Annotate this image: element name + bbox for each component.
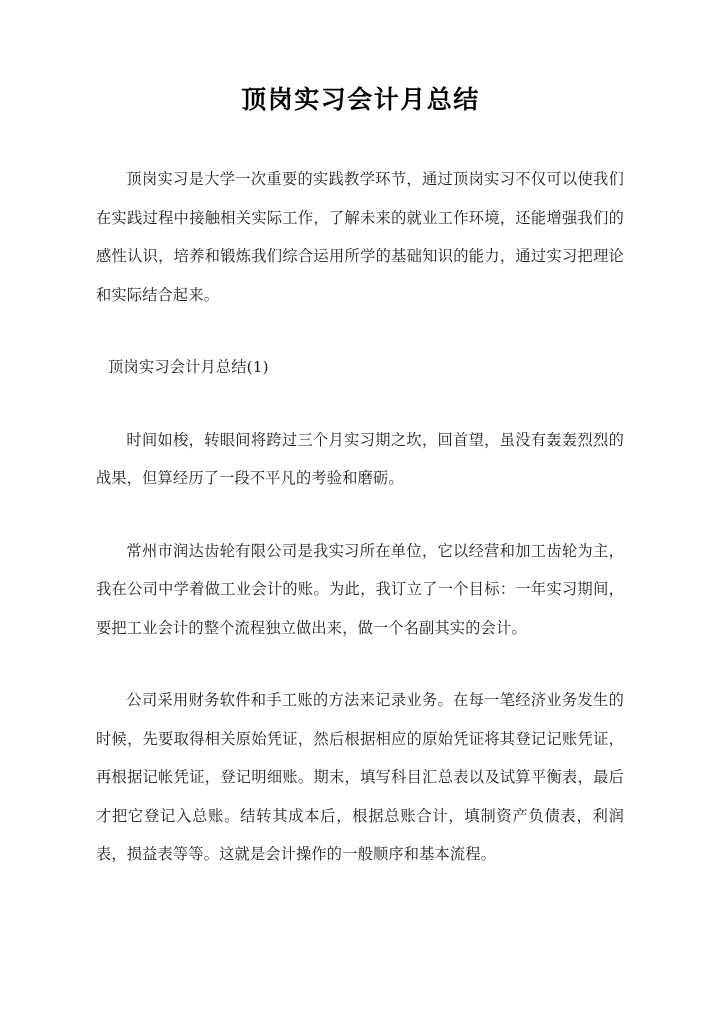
intro-paragraph: 顶岗实习是大学一次重要的实践教学环节，通过顶岗实习不仅可以使我们在实践过程中接触相关实际工作，了解未来的就业工作环境，还能增强我们的感性认识，培养和锻炼我们综合运用所学的基础知识的能力，通过实习把理论和实际结合起来。 [96,170,624,304]
paragraph-time-flies: 时间如梭，转眼间将跨过三个月实习期之坎，回首望，虽没有轰轰烈烈的战果，但算经历了一段不平凡的考验和磨砺。 [96,430,624,487]
section-heading-1: 顶岗实习会计月总结(1) [108,358,269,376]
document-body [96,160,624,874]
paragraph-accounting-process: 公司采用财务软件和手工账的方法来记录业务。在每一笔经济业务发生的时候，先要取得相关原始凭证，然后根据相应的原始凭证将其登记记账凭证，再根据记帐凭证，登记明细账。期末，填写科目汇总表以及试算平衡表，最后才把它登记入总账。结转其成本后，根据总账合计，填制资产负债表，利润表，损益表等等。这就是会计操作的一般顺序和基本流程。 [96,691,624,863]
page-title: 顶岗实习会计月总结 [241,85,480,114]
paragraph-company-intro: 常州市润达齿轮有限公司是我实习所在单位，它以经营和加工齿轮为主，我在公司中学着做工业会计的账。为此，我订立了一个目标：一年实习期间，要把工业会计的整个流程独立做出来，做一个名副其实的会计。 [96,541,624,637]
